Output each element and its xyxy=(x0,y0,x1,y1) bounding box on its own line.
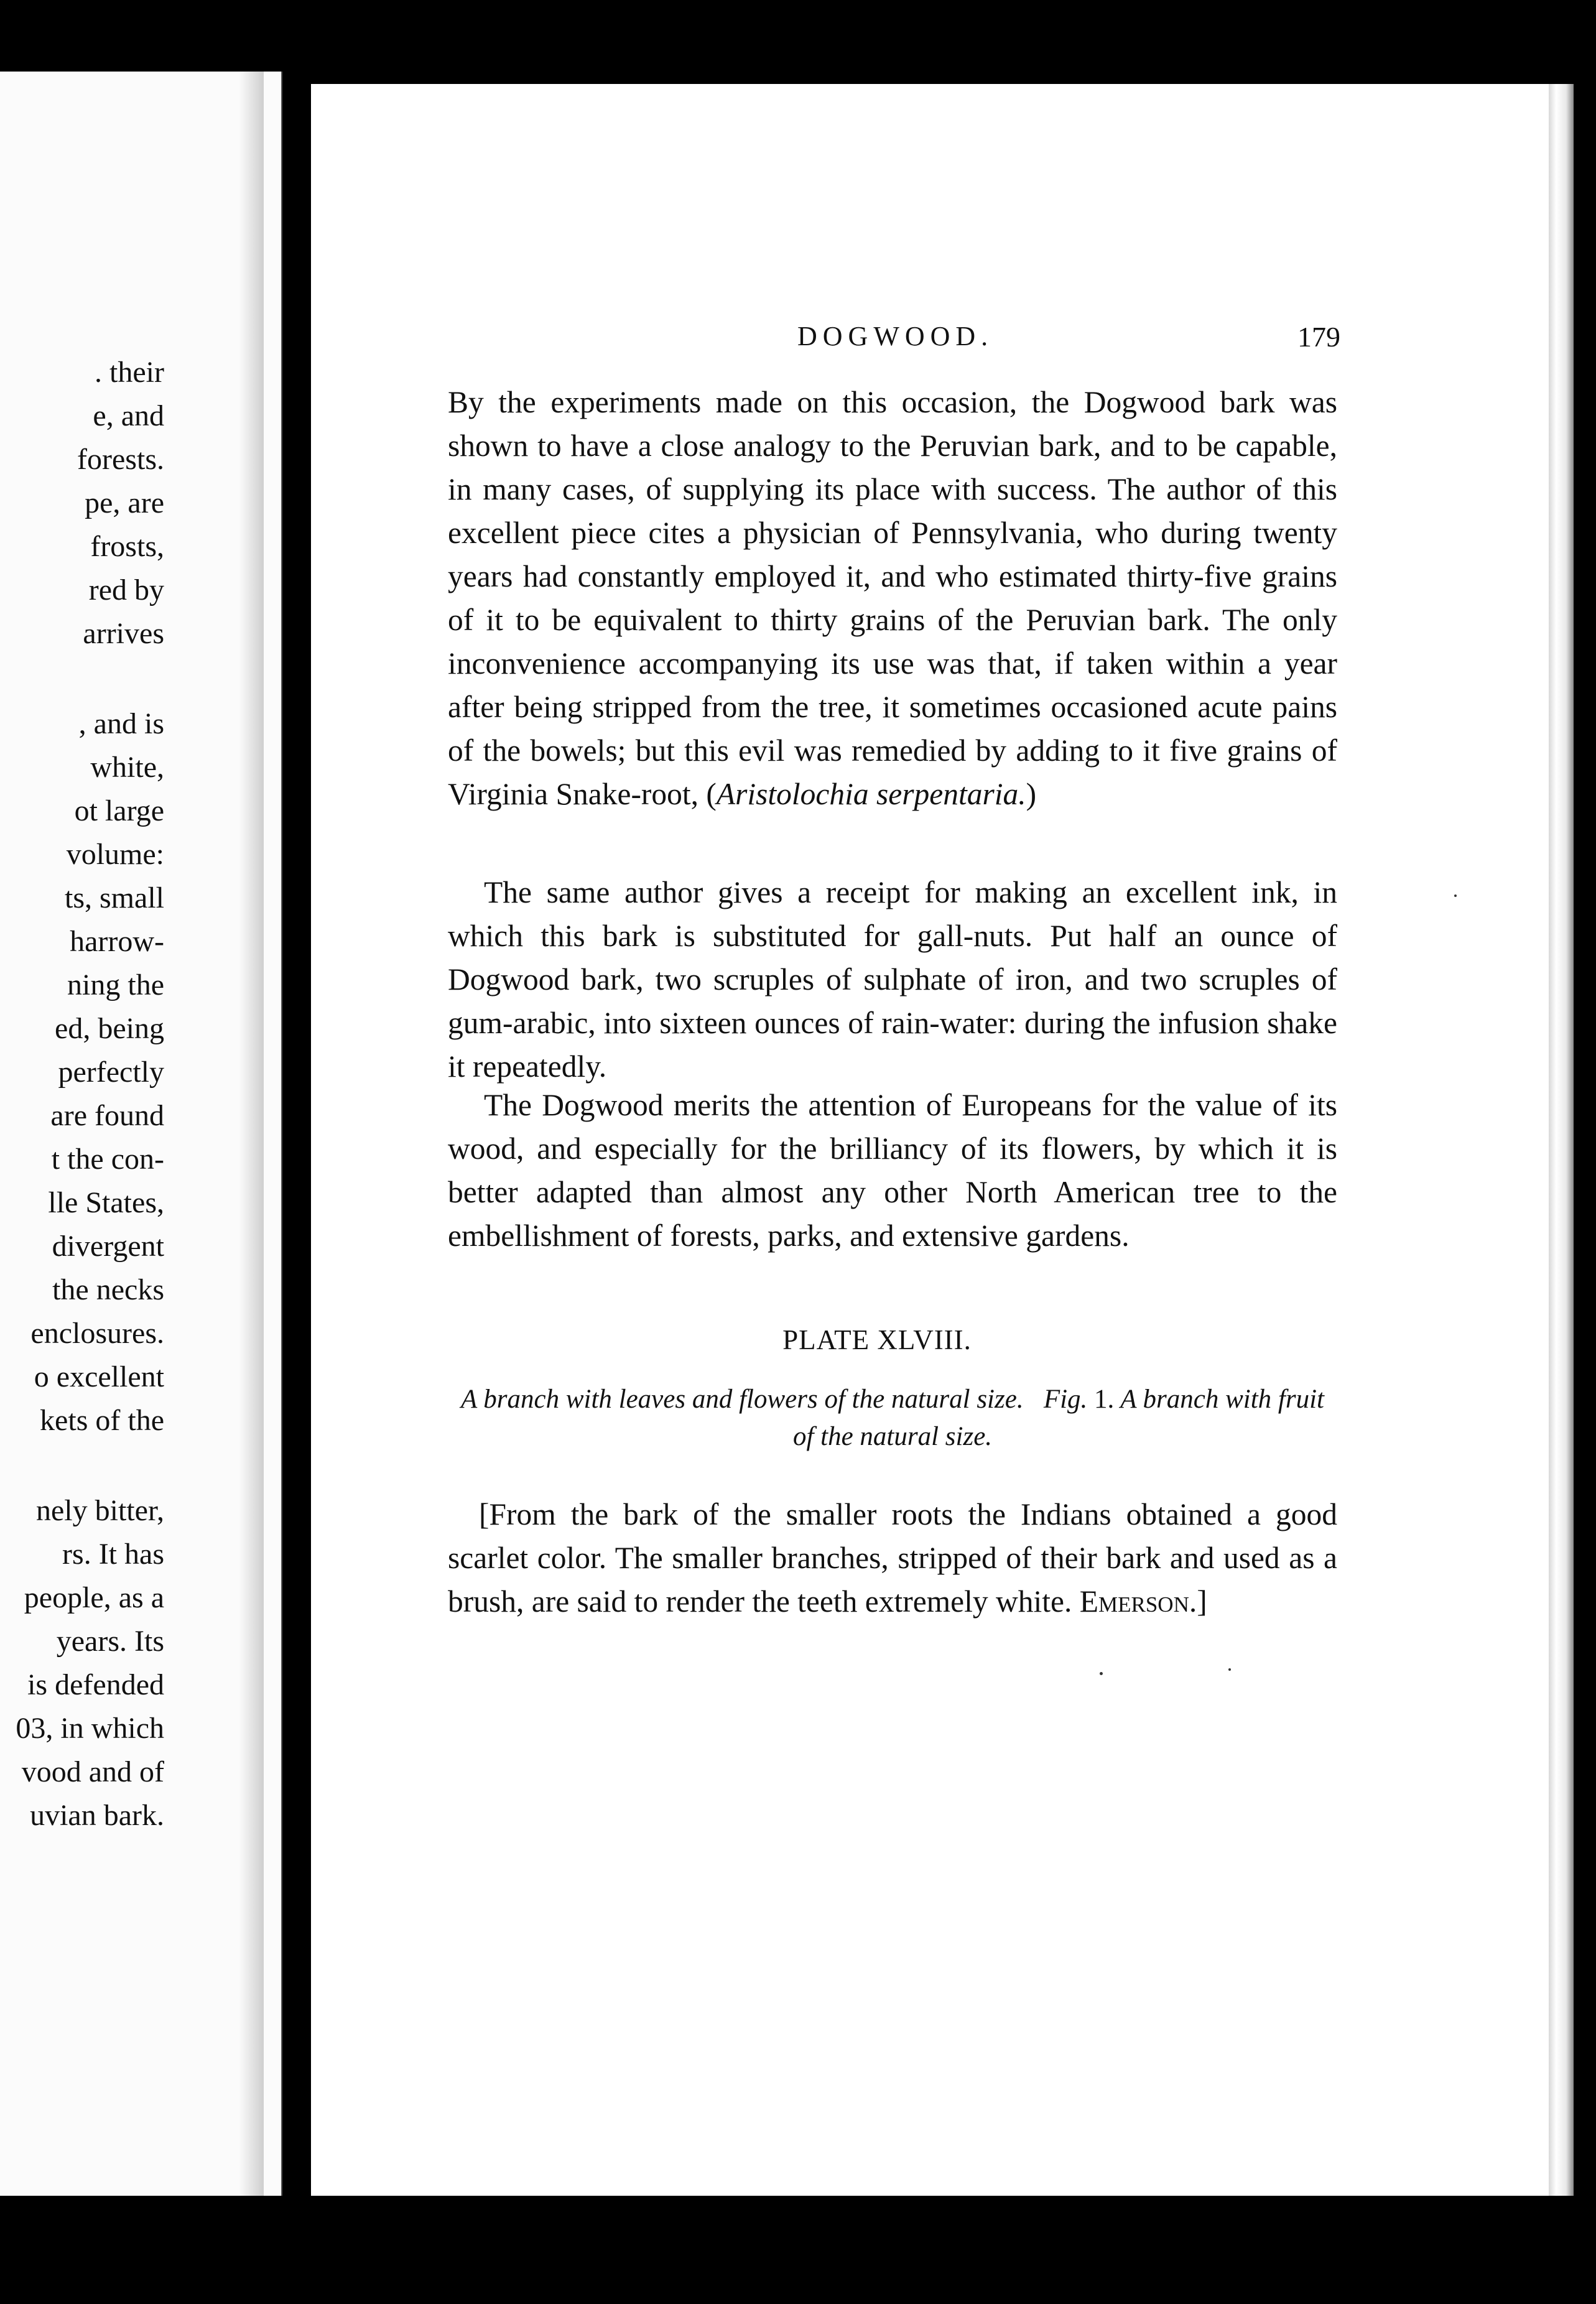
facing-page-line: e, and xyxy=(93,399,164,432)
facing-page-line: years. Its xyxy=(56,1625,164,1658)
facing-page-line: ot large xyxy=(74,794,164,827)
facing-page-line: divergent xyxy=(52,1230,164,1263)
facing-page-line: enclosures. xyxy=(30,1317,164,1350)
paragraph-1-text: By the experiments made on this occasion, the Dogwood bark was shown to have a close analogy to the Peruvian bark, and to be capable, in many cases, of supplying its place with success. The author of this excellent piece cites a physician of Pennsylvania, who during twenty years had constantly employed it, and who estimated thirty-five grains of it to be equivalent to thirty grains of the Peruvian bark. The only inconvenience accompanying its use was that, if taken within a year after being stripped from the tree, it sometimes occasioned acute pains of the bowels; but this evil was remedied by adding to it five grains of Virginia Snake-root, ( xyxy=(448,385,1337,811)
paragraph-4-note xyxy=(448,1493,1337,1623)
facing-page-line: t the con- xyxy=(51,1143,164,1176)
plate-title: PLATE XLVIII. xyxy=(782,1324,972,1355)
facing-page-line: is defended xyxy=(27,1668,164,1701)
facing-page-line: pe, are xyxy=(85,486,164,519)
facing-page-line: red by xyxy=(88,574,164,606)
facing-page-line: lle States, xyxy=(48,1186,164,1219)
facing-page-line: perfectly xyxy=(58,1056,164,1089)
caption-part-b: A branch with fruit of the natural size. xyxy=(792,1385,1324,1451)
facing-page-line: ts, small xyxy=(64,881,164,914)
facing-page-line: o excellent xyxy=(34,1360,164,1393)
paragraph-4-author: Emerson xyxy=(1079,1584,1189,1619)
paragraph-3: The Dogwood merits the attention of Europeans for the value of its wood, and especially for the brilliancy of its flowers, by which it is better adapted than almost any other North American tree to the embellishment of forests, parks, and extensive gardens. xyxy=(448,1088,1337,1253)
facing-page-line: white, xyxy=(90,751,164,784)
facing-page-line: volume: xyxy=(66,838,164,871)
paragraph-1-end: ) xyxy=(1026,777,1037,811)
facing-page-line: rs. It has xyxy=(62,1538,164,1571)
paragraph-1-species: Aristolochia serpentaria. xyxy=(716,777,1026,811)
running-head-title: DOGWOOD. xyxy=(797,321,994,351)
facing-page-line: 03, in which xyxy=(16,1712,164,1745)
facing-page-line: nely bitter, xyxy=(35,1494,164,1527)
facing-page-line: ed, being xyxy=(55,1012,164,1045)
facing-page-line: people, as a xyxy=(24,1581,164,1614)
page-edge xyxy=(1549,84,1574,2196)
facing-page-line: uvian bark. xyxy=(30,1799,164,1832)
plate-caption xyxy=(448,1381,1337,1456)
caption-fig-label: Fig. xyxy=(1043,1385,1088,1414)
scan-speck xyxy=(1100,1672,1103,1675)
scan-speck xyxy=(1228,1668,1231,1671)
facing-page-line: , and is xyxy=(78,707,164,740)
facing-page-line: are found xyxy=(50,1099,164,1132)
paragraph-4-text: [From the bark of the smaller roots the Indians obtained a good scarlet color. The smaller branches, stripped of their bark and used as a brush, are said to render the teeth extremely white. xyxy=(448,1497,1337,1619)
paragraph-1 xyxy=(448,381,1337,816)
paragraph-2: The same author gives a receipt for making an excellent ink, in which this bark is substituted for gall-nuts. Put half an ounce of Dogwood bark, two scruples of sulphate of iron, and two scruples of gum-arabic, into sixteen ounces of rain-water: during the infusion shake it repeatedly. xyxy=(448,875,1337,1084)
facing-page-line: vood and of xyxy=(21,1755,164,1788)
caption-part-a: A branch with leaves and flowers of the natural size. xyxy=(461,1385,1024,1414)
page-gutter-shadow xyxy=(239,72,264,2196)
facing-page-line: the necks xyxy=(52,1273,164,1306)
caption-fig-number: 1. xyxy=(1087,1385,1115,1414)
page-number: 179 xyxy=(1297,321,1340,353)
facing-page-line: . their xyxy=(95,356,164,389)
facing-page-line: forests. xyxy=(77,443,164,476)
paragraph-4-end: .] xyxy=(1189,1584,1207,1619)
scan-speck xyxy=(1454,894,1457,897)
facing-page-line: ning the xyxy=(67,969,164,1001)
facing-page-line: arrives xyxy=(83,617,164,650)
facing-page-line: frosts, xyxy=(90,530,164,563)
facing-page-line: kets of the xyxy=(40,1404,164,1437)
facing-page-line: harrow- xyxy=(70,925,164,958)
